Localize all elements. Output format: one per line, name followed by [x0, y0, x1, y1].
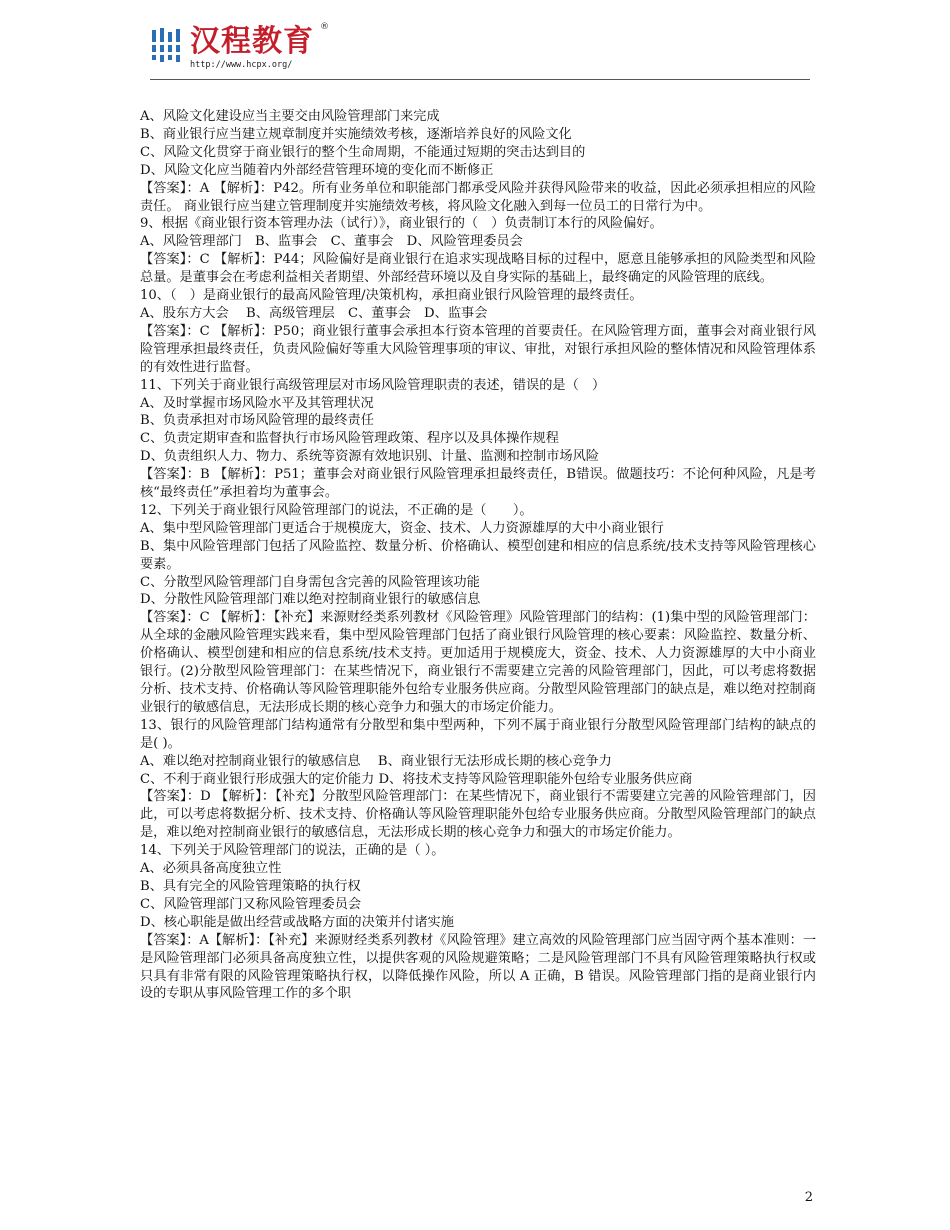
- option-line: C、分散型风险管理部门自身需包含完善的风险管理该功能: [140, 574, 480, 590]
- options-line: A、难以绝对控制商业银行的敏感信息 B、商业银行无法形成长期的核心竞争力: [140, 753, 612, 769]
- logo-url: http://www.hcpx.org/: [190, 60, 293, 70]
- text-line: D、风险文化应当随着内外部经营管理环境的变化而不断修正: [140, 162, 494, 178]
- answer-paragraph: 【答案】：D 【解析】：【补充】分散型风险管理部门：在某些情况下，商业银行不需要建立完善的风险管理部门，因此，可以考虑将数据分析、技术支持、价格确认等风险管理职能外包给专业服务供应商。分散型风险管理部门的缺点是，难以绝对控制商业银行的敏感信息，无法形成长期的核心竞争力和强大的市场定价能力。: [140, 789, 816, 841]
- answer-paragraph: 【答案】：A【解析】：【补充】来源财经类系列教材《风险管理》建立高效的风险管理部门应当固守两个基本准则：一是风险管理部门必须具备高度独立性，以提供客观的风险规避策略；二是风险管理部门不具有风险管理策略执行权或只具有非常有限的风险管理策略执行权，以降低操作风险，所以 A 正确，B 错误。风险管理部门指的是商业银行内设的专职从事风险管理工作的多个职: [140, 932, 817, 1002]
- answer-paragraph: 【答案】：B 【解析】：P51；董事会对商业银行风险管理承担最终责任，B错误。做题技巧：不论何种风险，凡是考核“最终责任”承担着均为董事会。: [140, 467, 816, 501]
- text-line: B、商业银行应当建立规章制度并实施绩效考核，逐渐培养良好的风险文化: [140, 126, 572, 142]
- header-divider: [150, 79, 810, 80]
- option-line: A、必须具备高度独立性: [140, 861, 282, 877]
- question-10: 10、（ ）是商业银行的最高风险管理/决策机构，承担商业银行风险管理的最终责任。: [140, 288, 643, 304]
- registered-mark: ®: [320, 22, 329, 32]
- options-line: A、风险管理部门 B、监事会 C、董事会 D、风险管理委员会: [140, 234, 523, 250]
- text-line: C、风险文化贯穿于商业银行的整个生命周期，不能通过短期的突击达到目的: [140, 144, 586, 160]
- text-line: A、风险文化建设应当主要交由风险管理部门来完成: [140, 109, 440, 124]
- question-11: 11、下列关于商业银行高级管理层对市场风险管理职责的表述，错误的是（ ）: [140, 377, 606, 393]
- answer-paragraph: 【答案】：A 【解析】：P42。所有业务单位和职能部门都承受风险并获得风险带来的收益，因此必须承担相应的风险责任。 商业银行应当建立管理制度并实施绩效考核，将风险文化融入到每一位员工的日常行为中。: [140, 180, 816, 214]
- option-line: C、负责定期审查和监督执行市场风险管理政策、程序以及具体操作规程: [140, 431, 559, 447]
- option-line: A、及时掌握市场风险水平及其管理状况: [140, 395, 374, 411]
- page-number: 2: [804, 1190, 813, 1205]
- answer-paragraph: 【答案】：C 【解析】：【补充】来源财经类系列教材《风险管理》风险管理部门的结构：(1)集中型的风险管理部门：从全球的金融风险管理实践来看，集中型风险管理部门包括了商业银行风险管理的核心要素：风险监控、数量分析、价格确认、模型创建和相应的信息系统/技术支持。更加适用于规模庞大，资金、技术、人力资源雄厚的大中小商业银行。(2)分散型风险管理部门：在某些情况下，商业银行不需要建立完善的风险管理部门，因此，可以考虑将数据分析、技术支持、价格确认等风险管理职能外包给专业服务供应商。分散型风险管理部门的缺点是，难以绝对控制商业银行的敏感信息，无法形成长期的核心竞争力和强大的市场定价能力。: [140, 610, 816, 715]
- option-line: B、集中风险管理部门包括了风险监控、数量分析、价格确认、模型创建和相应的信息系统/技术支持等风险管理核心要素。: [140, 538, 816, 572]
- option-line: B、具有完全的风险管理策略的执行权: [140, 878, 361, 894]
- page-header: [150, 22, 810, 80]
- question-13: 13、银行的风险管理部门结构通常有分散型和集中型两种，下列不属于商业银行分散型风险管理部门结构的缺点的是( )。: [140, 717, 816, 751]
- answer-paragraph: 【答案】：C 【解析】：P44；风险偏好是商业银行在追求实现战略目标的过程中，愿意且能够承担的风险类型和风险总量。是董事会在考虑利益相关者期望、外部经营环境以及自身实际的基础上，最终确定的风险管理的底线。: [140, 252, 816, 286]
- logo-text: 汉程教育: [190, 24, 314, 59]
- option-line: B、负责承担对市场风险管理的最终责任: [140, 413, 374, 429]
- option-line: C、风险管理部门又称风险管理委员会: [140, 896, 362, 912]
- question-9: 9、根据《商业银行资本管理办法（试行）》，商业银行的（ ）负责制订本行的风险偏好。: [140, 216, 663, 232]
- option-line: D、核心职能是做出经营或战略方面的决策并付诸实施: [140, 914, 454, 930]
- option-line: D、分散性风险管理部门难以绝对控制商业银行的敏感信息: [140, 592, 481, 608]
- question-12: 12、下列关于商业银行风险管理部门的说法，不正确的是（ ）。: [140, 502, 533, 518]
- answer-paragraph: 【答案】：C 【解析】：P50；商业银行董事会承担本行资本管理的首要责任。在风险管理方面，董事会对商业银行风险管理承担最终责任，负责风险偏好等重大风险管理事项的审议、审批，对银行承担风险的整体情况和风险管理体系的有效性进行监督。: [140, 323, 816, 375]
- option-line: D、负责组织人力、物力、系统等资源有效地识别、计量、监测和控制市场风险: [140, 449, 599, 465]
- document-body: [140, 108, 816, 1003]
- option-line: A、集中型风险管理部门更适合于规模庞大，资金、技术、人力资源雄厚的大中小商业银行: [140, 520, 664, 536]
- question-14: 14、下列关于风险管理部门的说法，正确的是（ ）。: [140, 843, 445, 859]
- logo-mark-icon: [150, 26, 186, 66]
- options-line: C、不利于商业银行形成强大的定价能力 D、将技术支持等风险管理职能外包给专业服务供应商: [140, 771, 693, 787]
- options-line: A、股东方大会 B、高级管理层 C、董事会 D、监事会: [140, 305, 488, 321]
